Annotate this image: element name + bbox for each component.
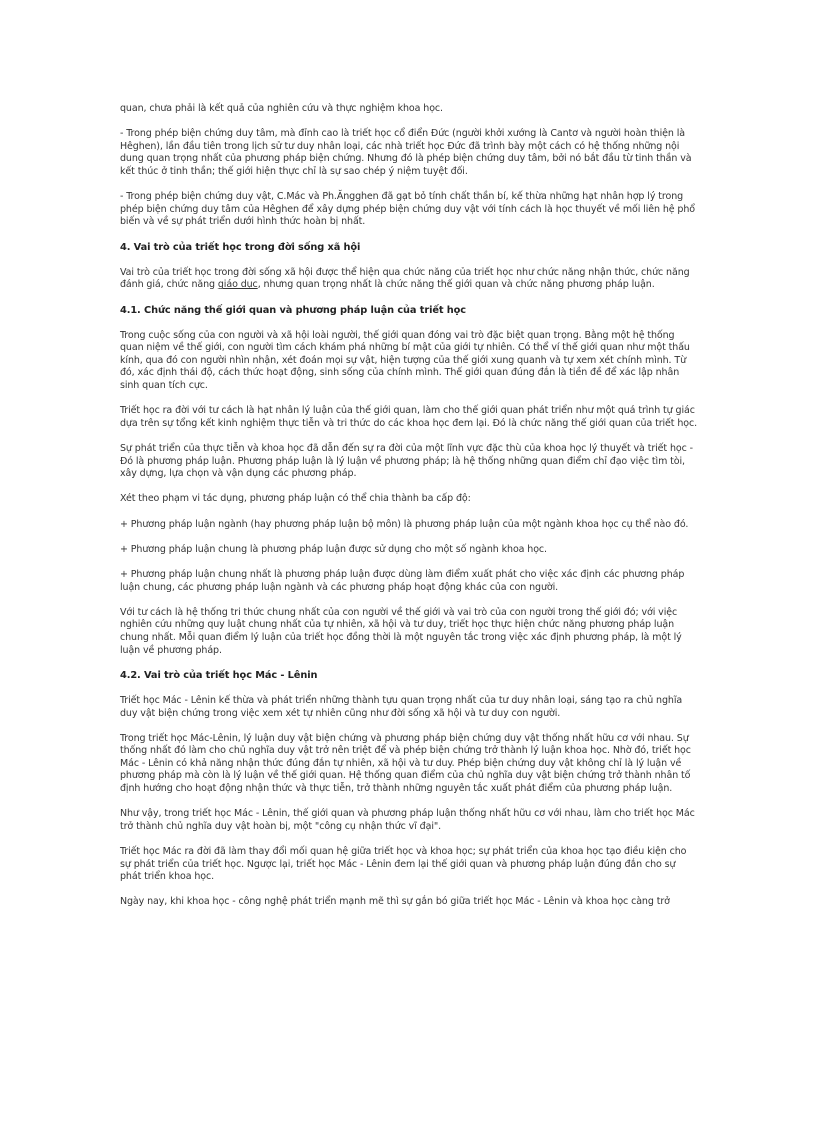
paragraph-11: + Phương pháp luận chung nhất là phương pháp luận được dùng làm điểm xuất phát cho việc xác định các phương pháp luận chung, các phương pháp luận ngành và các phương pháp hoạt động khác của con người. xyxy=(120,568,685,593)
paragraph-5: Trong cuộc sống của con người và xã hội loài người, thế giới quan đóng vai trò đặc biệt quan trọng. Bằng một hệ thống quan niệm về thế giới, con người tìm cách khám phá những bí mật của giới tự nhiên. Có thể ví thế giới quan như một thấu kính, qua đó con người nhìn nhận, xét đoán mọi sự vật, hiện tượng của thế giới xung quanh và tự xem xét chính mình. Từ đó, xác định thái độ, cách thức hoạt động, sinh sống của chính mình. Thế giới quan đúng đắn là tiền đề để xác lập nhân sinh quan tích cực. xyxy=(120,329,690,392)
paragraph-6: Triết học ra đời với tư cách là hạt nhân lý luận của thế giới quan, làm cho thế giới quan phát triển như một quá trình tự giác dựa trên sự tổng kết kinh nghiệm thực tiễn và tri thức do các khoa học đem lại. Đó là chức năng thế giới quan của triết học. xyxy=(120,405,698,429)
paragraph-9: + Phương pháp luận ngành (hay phương pháp luận bộ môn) là phương pháp luận của một ngành khoa học cụ thể nào đó. xyxy=(120,518,689,530)
paragraph-2: - Trong phép biện chứng duy tâm, mà đỉnh cao là triết học cổ điển Đức (người khởi xướng là Cantơ và người hoàn thiện là Hêghen), lần đầu tiên trong lịch sử tư duy nhân loại, các nhà triết học Đức đã trình bày một cách có hệ thống những nội dung quan trọng nhất của phương pháp biện chứng. Nhưng đó là phép biện chứng duy tâm, bởi nó bắt đầu từ tinh thần và kết thúc ở tinh thần; thế giới hiện thực chỉ là sự sao chép ý niệm tuyệt đối. xyxy=(120,128,692,177)
paragraph-3: - Trong phép biện chứng duy vật, C.Mác và Ph.Ăngghen đã gạt bỏ tính chất thần bí, kế thừa những hạt nhân hợp lý trong phép biện chứng duy tâm của Hêghen để xây dựng phép biện chứng duy vật với tính cách là học thuyết về mối liên hệ phổ biến và về sự phát triển dưới hình thức hoàn bị nhất. xyxy=(120,191,695,228)
paragraph-12: Với tư cách là hệ thống tri thức chung nhất của con người về thế giới và vai trò của con người trong thế giới đó; với việc nghiên cứu những quy luật chung nhất của tự nhiên, xã hội và tư duy, triết học thực hiện chức năng phương pháp luận chung nhất. Mỗi quan điểm lý luận của triết học đồng thời là một nguyên tắc trong việc xác định phương pháp, là một lý luận về phương pháp. xyxy=(120,606,682,656)
section-heading-4: 4. Vai trò của triết học trong đời sống xã hội xyxy=(120,241,361,253)
paragraph-8: Xét theo phạm vi tác dụng, phương pháp luận có thể chia thành ba cấp độ: xyxy=(120,493,471,505)
paragraph-15: Như vậy, trong triết học Mác - Lênin, thế giới quan và phương pháp luận thống nhất hữu cơ với nhau, làm cho triết học Mác trở thành chủ nghĩa duy vật hoàn bị, một "công cụ nhận thức vĩ đại". xyxy=(120,808,695,832)
section-heading-4-2: 4.2. Vai trò của triết học Mác - Lênin xyxy=(120,669,318,681)
giao-duc-link[interactable]: giáo dục xyxy=(217,279,258,291)
paragraph-1: quan, chưa phải là kết quả của nghiên cứu và thực nghiệm khoa học. xyxy=(120,103,443,114)
paragraph-4-text-a: Vai trò của triết học trong đời sống xã hội được thể hiện qua chức năng của triết học như chức năng nhận thức, chức năng đánh giá, chức năng xyxy=(120,266,690,291)
paragraph-17: Ngày nay, khi khoa học - công nghệ phát triển mạnh mẽ thì sự gắn bó giữa triết học Mác - Lênin và khoa học càng trở xyxy=(120,896,670,908)
section-heading-4-1: 4.1. Chức năng thế giới quan và phương pháp luận của triết học xyxy=(120,304,466,316)
paragraph-14: Trong triết học Mác-Lênin, lý luận duy vật biện chứng và phương pháp biện chứng duy vật thống nhất hữu cơ với nhau. Sự thống nhất đó làm cho chủ nghĩa duy vật trở nên triệt để và phép biện chứng trở thành lý luận khoa học. Nhờ đó, triết học Mác - Lênin có khả năng nhận thức đúng đắn tự nhiên, xã hội và tư duy. Phép biện chứng duy vật không chỉ là lý luận về phương pháp mà còn là lý luận về thế giới quan. Hệ thống quan điểm của chủ nghĩa duy vật biện chứng trở thành nhân tố định hướng cho hoạt động nhận thức và thực tiễn, trở thành những nguyên tắc xuất phát điểm của phương pháp luận. xyxy=(120,732,691,795)
paragraph-4-text-b: , nhưng quan trọng nhất là chức năng thế giới quan và chức năng phương pháp luận. xyxy=(257,279,655,291)
paragraph-4 xyxy=(120,267,698,292)
paragraph-13: Triết học Mác - Lênin kế thừa và phát triển những thành tựu quan trọng nhất của tư duy nhân loại, sáng tạo ra chủ nghĩa duy vật biện chứng trong việc xem xét tự nhiên cũng như đời sống xã hội và tư duy con người. xyxy=(120,694,683,719)
paragraph-16: Triết học Mác ra đời đã làm thay đổi mối quan hệ giữa triết học và khoa học; sự phát triển của khoa học tạo điều kiện cho sự phát triển của triết học. Ngược lại, triết học Mác - Lênin đem lại thế giới quan và phương pháp luận đúng đắn cho sự phát triển khoa học. xyxy=(120,846,687,883)
paragraph-7: Sự phát triển của thực tiễn và khoa học đã dẫn đến sự ra đời của một lĩnh vực đặc thù của khoa học lý thuyết và triết học - Đó là phương pháp luận. Phương pháp luận là lý luận về phương pháp; là hệ thống những quan điểm chỉ đạo việc tìm tòi, xây dựng, lựa chọn và vận dụng các phương pháp. xyxy=(120,443,693,480)
paragraph-10: + Phương pháp luận chung là phương pháp luận được sử dụng cho một số ngành khoa học. xyxy=(120,543,547,555)
